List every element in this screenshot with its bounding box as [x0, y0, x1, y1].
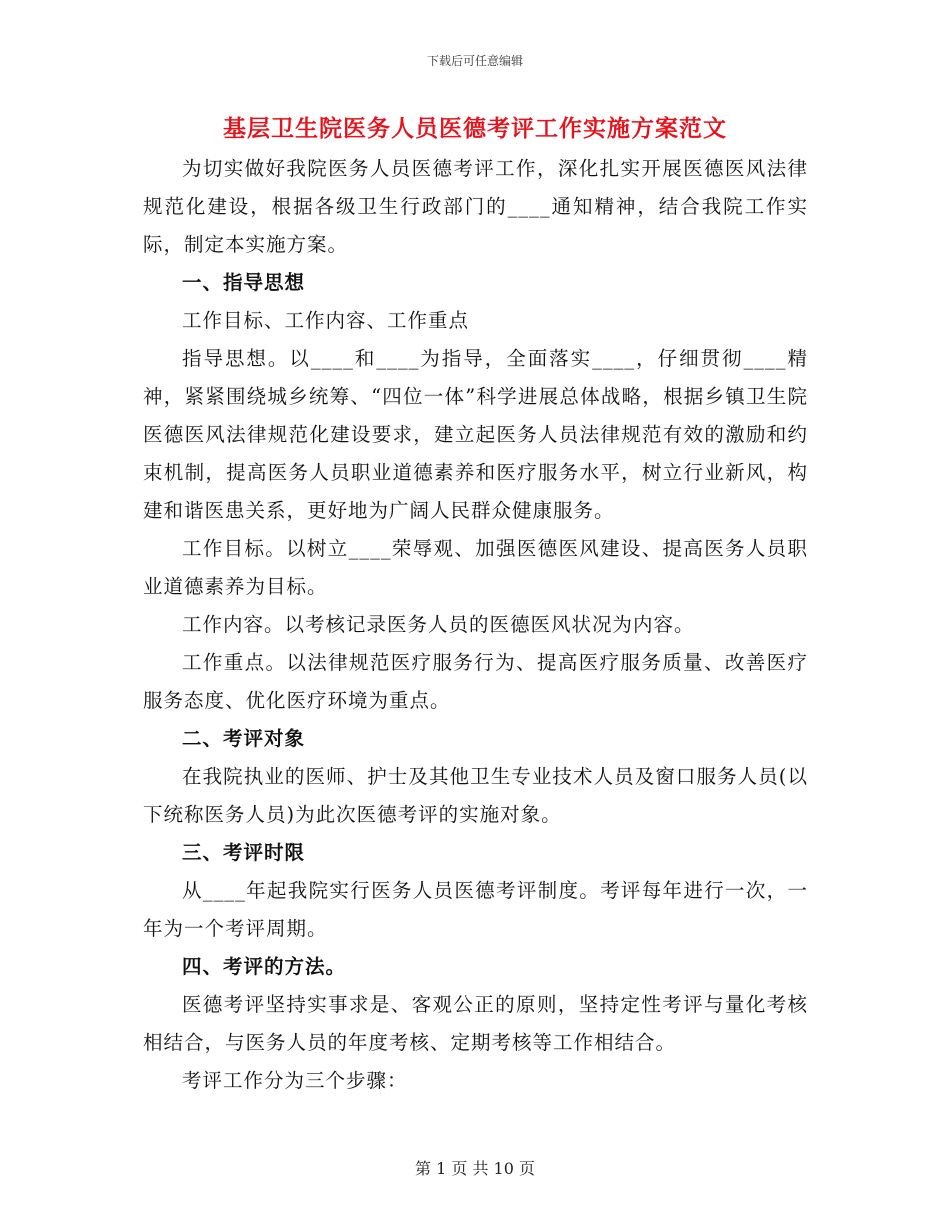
section-heading-evaluation-period: 三、考评时限: [182, 841, 306, 864]
document-body: [143, 150, 808, 1100]
paragraph-evaluation-targets: 在我院执业的医师、护士及其他卫生专业技术人员及窗口服务人员(以下统称医务人员)为此次医德考评的实施对象。: [143, 765, 808, 826]
document-title: 基层卫生院医务人员医德考评工作实施方案范文: [223, 115, 727, 142]
paragraph-work-focus: 工作重点。以法律规范医疗服务行为、提高医疗服务质量、改善医疗服务态度、优化医疗环境为重点。: [143, 651, 808, 712]
section-heading-evaluation-method: 四、考评的方法。: [182, 955, 347, 978]
paragraph-evaluation-period: 从____年起我院实行医务人员医德考评制度。考评每年进行一次，一年为一个考评周期。: [143, 879, 808, 940]
paragraph-work-goal: 工作目标。以树立____荣辱观、加强医德医风建设、提高医务人员职业道德素养为目标。: [143, 537, 808, 598]
page-footer-page-number: 第 1 页 共 10 页: [415, 1159, 535, 1178]
paragraph-work-content: 工作内容。以考核记录医务人员的医德医风状况为内容。: [182, 613, 695, 636]
section-heading-guiding-ideology: 一、指导思想: [182, 271, 306, 294]
paragraph-evaluation-method: 医德考评坚持实事求是、客观公正的原则，坚持定性考评与量化考核相结合，与医务人员的年度考核、定期考核等工作相结合。: [143, 993, 808, 1054]
section-heading-evaluation-targets: 二、考评对象: [182, 727, 306, 750]
page-header-note: 下载后可任意编辑: [426, 54, 523, 68]
paragraph-work-overview: 工作目标、工作内容、工作重点: [182, 309, 470, 332]
paragraph-evaluation-steps: 考评工作分为三个步骤：: [182, 1069, 408, 1092]
paragraph-guiding-ideology: 指导思想。以____和____为指导，全面落实____，仔细贯彻____精神，紧紧围绕城乡统筹、“四位一体”科学进展总体战略，根据乡镇卫生院医德医风法律规范化建设要求，建立起医务人员法律规范有效的激励和约束机制，提高医务人员职业道德素养和医疗服务水平，树立行业新风，构建和谐医患关系，更好地为广阔人民群众健康服务。: [143, 347, 808, 522]
intro-paragraph: 为切实做好我院医务人员医德考评工作，深化扎实开展医德医风法律规范化建设，根据各级卫生行政部门的____通知精神，结合我院工作实际，制定本实施方案。: [143, 157, 808, 256]
